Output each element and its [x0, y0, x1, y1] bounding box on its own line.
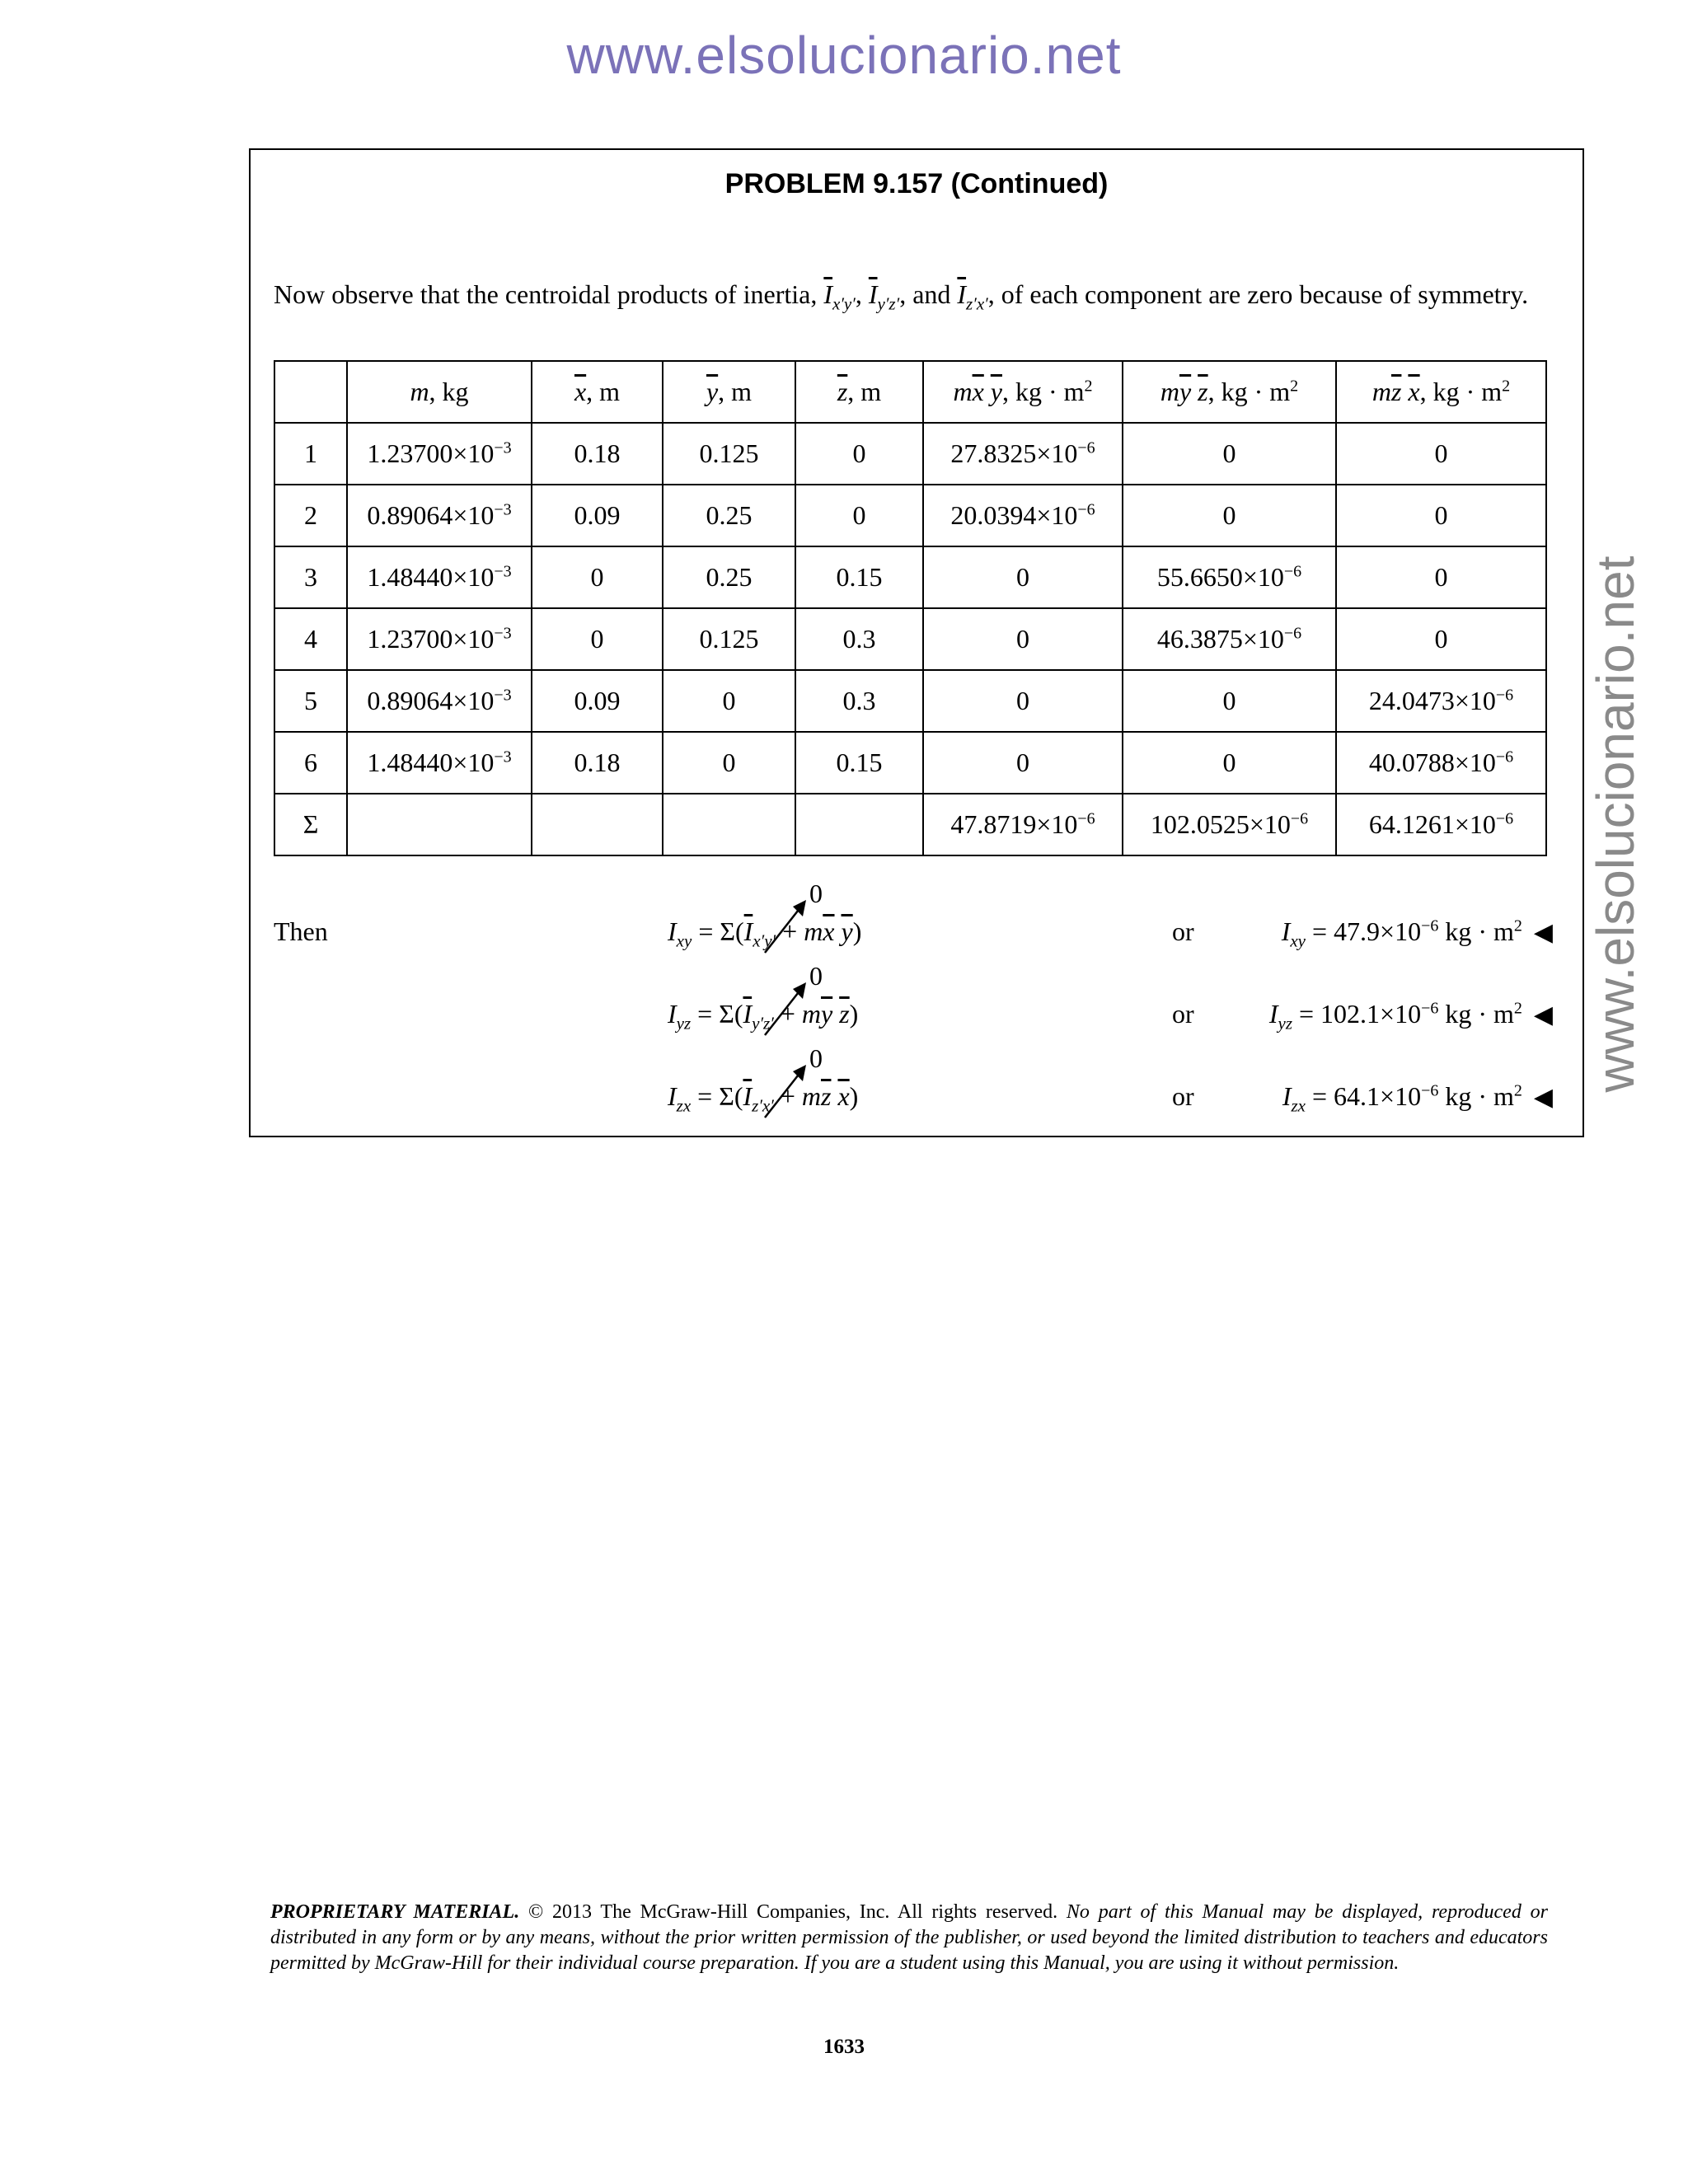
- table-cell-m: $1.48440\times 10^{-3}$: [347, 546, 532, 608]
- table-cell-m: $1.23700\times 10^{-3}$: [347, 608, 532, 670]
- table-cell-id: 6: [274, 732, 347, 794]
- table-cell-m: $1.48440\times 10^{-3}$: [347, 732, 532, 794]
- table-cell-m: $1.23700\times 10^{-3}$: [347, 423, 532, 485]
- table-row: [274, 546, 1546, 608]
- cancel-zero: 0: [809, 879, 823, 908]
- table-cell-mzx: 0: [1336, 423, 1546, 485]
- table-cell-x: 0: [532, 546, 663, 608]
- table-cell-myz: 0: [1123, 732, 1336, 794]
- table-header-row: [274, 361, 1546, 423]
- copyright-notice: PROPRIETARY MATERIAL. © 2013 The McGraw-Hill Companies, Inc. All rights reserved. No part of this Manual may be displayed, reproduced or distributed in any form or by any means, without the prior written permission of the publisher, or used beyond the limited distribution to teachers and educators permitted by McGraw-Hill for their individual course preparation. If you are a student using this Manual, you are using it without permission.: [270, 1901, 1548, 1974]
- table-cell-x: 0.18: [532, 423, 663, 485]
- table-cell-y: 0.25: [663, 546, 795, 608]
- table-cell-z: 0: [795, 423, 923, 485]
- header-mxy: $m\overline{x}$ $\overline{y}$, kg · $m^2$: [923, 361, 1123, 423]
- table-cell-id: 3: [274, 546, 347, 608]
- table-row: [274, 423, 1546, 485]
- result-yz: $I_{yz} = 102.1\times 10^{-6}$ kg · $m^2$ ◀: [1268, 999, 1553, 1033]
- table-cell-y: 0.125: [663, 423, 795, 485]
- sum-empty: [795, 794, 923, 855]
- table-cell-mxy: 0: [923, 546, 1123, 608]
- sum-myz: $102.0525\times 10^{-6}$: [1123, 794, 1336, 855]
- table-cell-id: 2: [274, 485, 347, 546]
- page-number: 1633: [823, 2036, 865, 2058]
- table-row: [274, 670, 1546, 732]
- equation-expression: $I_{yz} = \Sigma(\overline{I}_{y'z'} + m\overline{y}$ $\overline{z}$): [668, 999, 859, 1033]
- header-mass: m, kg: [347, 361, 532, 423]
- sum-empty: [347, 794, 532, 855]
- answer-marker-icon: ◀: [1533, 1083, 1553, 1112]
- equation-expression: $I_{xy} = \Sigma(\overline{I}_{x'y'} + m\overline{x}$ $\overline{y}$): [668, 916, 862, 951]
- table-cell-id: 5: [274, 670, 347, 732]
- table-cell-myz: $55.6650\times 10^{-6}$: [1123, 546, 1336, 608]
- table-cell-y: 0: [663, 732, 795, 794]
- answer-marker-icon: ◀: [1533, 918, 1553, 947]
- table-row: [274, 732, 1546, 794]
- answer-marker-icon: ◀: [1533, 1001, 1553, 1029]
- table-cell-myz: 0: [1123, 670, 1336, 732]
- table-cell-id: 1: [274, 423, 347, 485]
- or-label: or: [1172, 916, 1194, 946]
- or-label: or: [1172, 1081, 1194, 1111]
- table-cell-m: $0.89064\times 10^{-3}$: [347, 670, 532, 732]
- header-xbar: $\overline{x}$, m: [532, 361, 663, 423]
- problem-box: [249, 148, 1584, 1137]
- header-mzx: $m\overline{z}$ $\overline{x}$, kg · $m^2$: [1336, 361, 1546, 423]
- table-cell-x: 0.09: [532, 670, 663, 732]
- table-cell-mxy: 0: [923, 732, 1123, 794]
- table-cell-mzx: 0: [1336, 485, 1546, 546]
- table-cell-y: 0.25: [663, 485, 795, 546]
- problem-title: PROBLEM 9.157 (Continued): [724, 168, 1109, 199]
- table-cell-mzx: 0: [1336, 546, 1546, 608]
- cancel-zero: 0: [809, 961, 823, 991]
- table-cell-z: 0.3: [795, 670, 923, 732]
- sum-empty: [532, 794, 663, 855]
- table-cell-mzx: $40.0788\times 10^{-6}$: [1336, 732, 1546, 794]
- table-cell-mzx: 0: [1336, 608, 1546, 670]
- table-cell-myz: $46.3875\times 10^{-6}$: [1123, 608, 1336, 670]
- header-myz: $m\overline{y}$ $\overline{z}$, kg · $m^2$: [1123, 361, 1336, 423]
- products-of-inertia-table: [274, 360, 1547, 856]
- table-cell-mxy: 0: [923, 670, 1123, 732]
- table-cell-id: 4: [274, 608, 347, 670]
- table-cell-x: 0: [532, 608, 663, 670]
- result-zx: $I_{zx} = 64.1\times 10^{-6}$ kg · $m^2$ ◀: [1282, 1081, 1553, 1116]
- header-index: [274, 361, 347, 423]
- sum-mxy: $47.8719\times 10^{-6}$: [923, 794, 1123, 855]
- table-cell-mzx: $24.0473\times 10^{-6}$: [1336, 670, 1546, 732]
- table-cell-y: 0.125: [663, 608, 795, 670]
- table-cell-z: 0.15: [795, 546, 923, 608]
- sum-empty: [663, 794, 795, 855]
- watermark-top: www.elsolucionario.net: [566, 26, 1122, 85]
- table-cell-myz: 0: [1123, 423, 1336, 485]
- intro-paragraph: Now observe that the centroidal products of inertia, $\overline{I}_{x'y'}$, $\overline{I}_{y'z'}$, and $\overline{I}_{z'x'}$, of each component are zero because of symmetry.: [274, 279, 1529, 314]
- sum-label: Σ: [274, 794, 347, 855]
- table-cell-z: 0: [795, 485, 923, 546]
- table-cell-myz: 0: [1123, 485, 1336, 546]
- table-cell-x: 0.18: [532, 732, 663, 794]
- sum-mzx: $64.1261\times 10^{-6}$: [1336, 794, 1546, 855]
- result-xy: $I_{xy} = 47.9\times 10^{-6}$ kg · $m^2$ ◀: [1281, 916, 1553, 951]
- table-cell-z: 0.15: [795, 732, 923, 794]
- header-zbar: $\overline{z}$, m: [795, 361, 923, 423]
- cancel-zero: 0: [809, 1043, 823, 1073]
- table-cell-z: 0.3: [795, 608, 923, 670]
- table-cell-mxy: $20.0394\times 10^{-6}$: [923, 485, 1123, 546]
- then-label: Then: [274, 916, 328, 946]
- table-row: [274, 485, 1546, 546]
- table-row: [274, 608, 1546, 670]
- table-cell-mxy: $27.8325\times 10^{-6}$: [923, 423, 1123, 485]
- header-ybar: $\overline{y}$, m: [663, 361, 795, 423]
- table-sum-row: [274, 794, 1546, 855]
- table-cell-y: 0: [663, 670, 795, 732]
- table-cell-mxy: 0: [923, 608, 1123, 670]
- table-cell-x: 0.09: [532, 485, 663, 546]
- or-label: or: [1172, 999, 1194, 1029]
- equation-expression: $I_{zx} = \Sigma(\overline{I}_{z'x'} + m\overline{z}$ $\overline{x}$): [668, 1081, 859, 1116]
- table-cell-m: $0.89064\times 10^{-3}$: [347, 485, 532, 546]
